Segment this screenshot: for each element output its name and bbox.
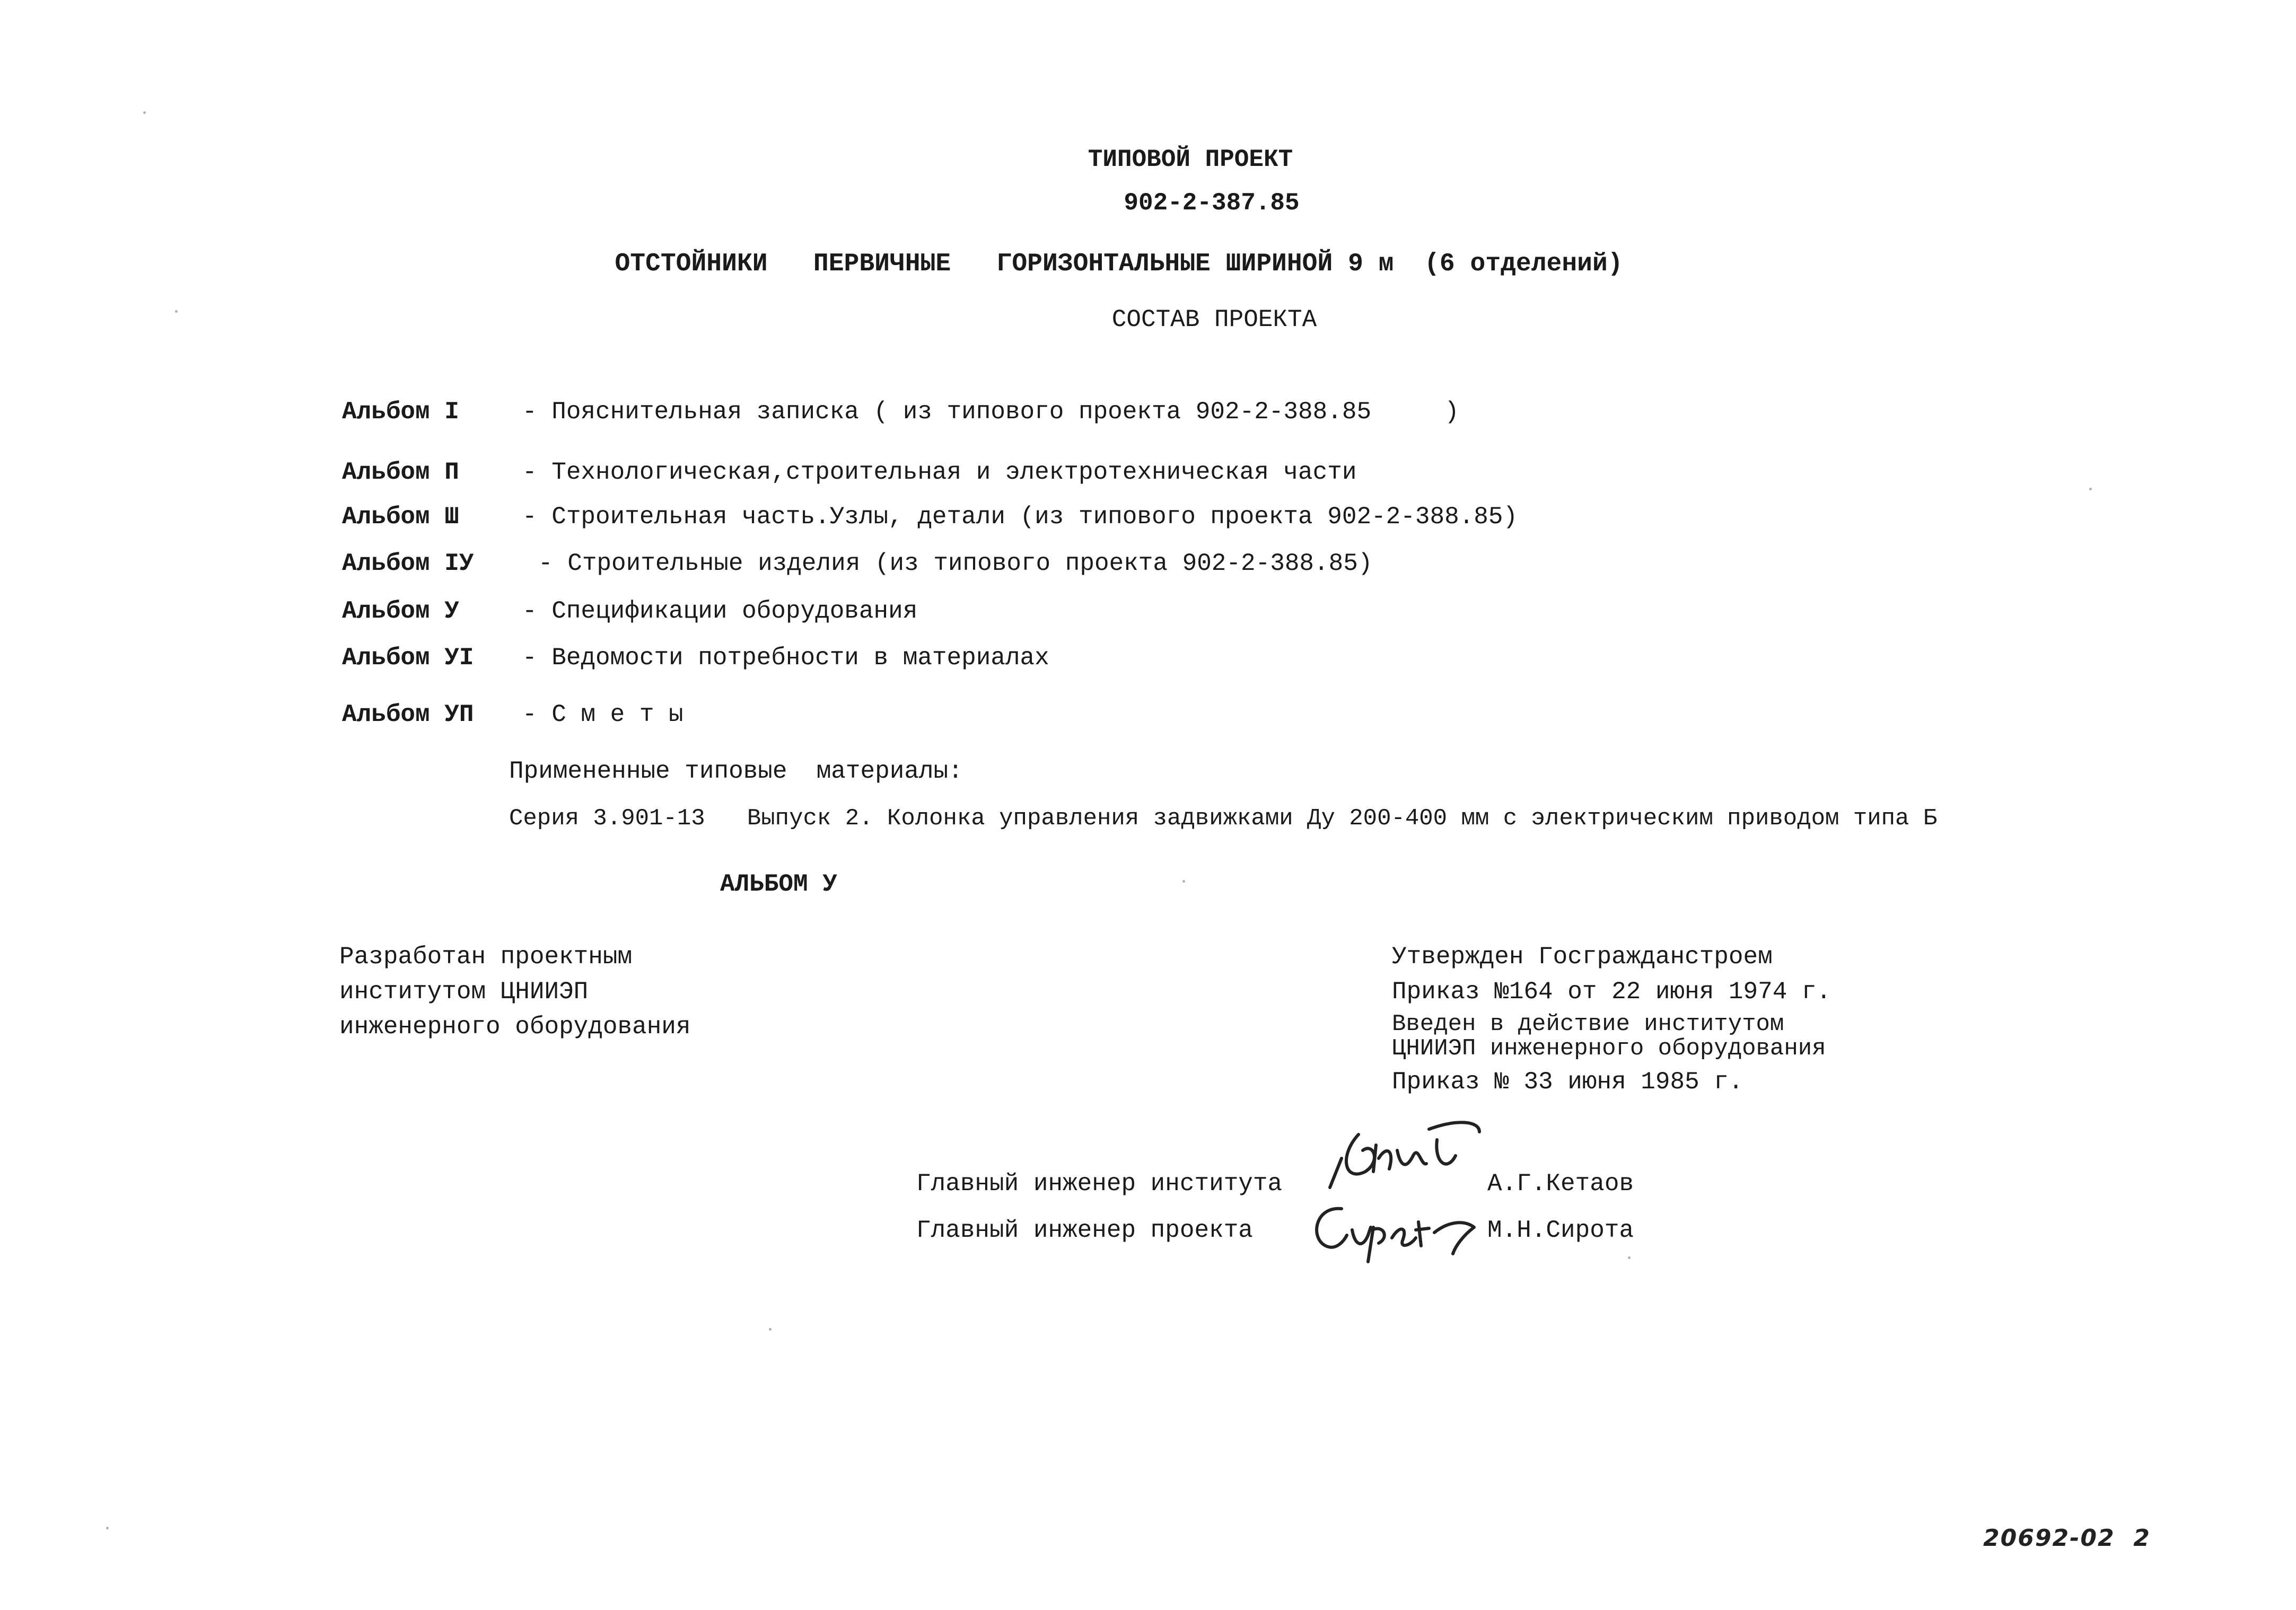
album-line — [342, 599, 917, 623]
album-line — [342, 646, 1049, 670]
project-subtitle: ОТСТОЙНИКИ ПЕРВИЧНЫЕ ГОРИЗОНТАЛЬНЫЕ ШИРИНОЙ 9 м (6 отделений) — [615, 250, 1623, 278]
album-line — [342, 505, 1518, 529]
album-description: - С м е т ы — [522, 701, 683, 728]
materials-heading: Примененные типовые материалы: — [509, 758, 963, 785]
album-label: Альбом УI — [342, 644, 474, 672]
approval-line: Введен в действие институтом — [1392, 1011, 1784, 1037]
scan-speck — [2089, 488, 2092, 490]
album-label: Альбом П — [342, 459, 459, 486]
album-description: - Строительная часть.Узлы, детали (из типового проекта 902-2-388.85) — [522, 503, 1518, 531]
album-label: Альбом IУ — [342, 550, 474, 577]
album-description: - Ведомости потребности в материалах — [522, 644, 1049, 672]
project-number: 902-2-387.85 — [1124, 189, 1300, 217]
album-line — [342, 400, 1459, 424]
document-title: ТИПОВОЙ ПРОЕКТ — [1088, 146, 1293, 173]
developer-line: инженерного оборудования — [339, 1013, 691, 1041]
developer-line: Разработан проектным — [339, 943, 633, 971]
signature-role: Главный инженер института — [916, 1170, 1283, 1198]
developer-line: институтом ЦНИИЭП — [339, 978, 589, 1006]
handwritten-signature-sirota — [1304, 1195, 1485, 1264]
approval-line: ЦНИИЭП инженерного оборудования — [1392, 1035, 1826, 1062]
scan-speck — [175, 310, 178, 313]
album-label: Альбом УП — [342, 701, 474, 728]
handwritten-signature-ketaov — [1320, 1113, 1495, 1193]
signature-name: А.Г.Кетаов — [1487, 1170, 1634, 1198]
scan-speck — [1182, 880, 1185, 883]
scan-speck — [1628, 1256, 1631, 1259]
album-line — [342, 460, 1356, 485]
album-description: - Пояснительная записка ( из типового проекта 902-2-388.85 ) — [522, 398, 1459, 426]
materials-line: Серия 3.901-13 Выпуск 2. Колонка управления задвижками Ду 200-400 мм с электрическим приводом типа Б — [509, 805, 1938, 832]
scan-speck — [143, 111, 146, 114]
album-description: - Строительные изделия (из типового проекта 902-2-388.85) — [538, 550, 1373, 577]
signature-name: М.Н.Сирота — [1487, 1217, 1634, 1244]
scan-speck — [769, 1328, 772, 1331]
section-heading: СОСТАВ ПРОЕКТА — [1111, 306, 1317, 333]
inventory-stamp: 20692-02 2 — [1983, 1525, 2151, 1552]
album-label: Альбом I — [342, 398, 459, 426]
album-description: - Спецификации оборудования — [522, 597, 918, 625]
album-label: Альбом Ш — [342, 503, 459, 531]
album-description: - Технологическая,строительная и электротехническая части — [522, 459, 1357, 486]
album-label: Альбом У — [342, 597, 459, 625]
approval-line: Приказ №164 от 22 июня 1974 г. — [1392, 978, 1831, 1006]
signature-role: Главный инженер проекта — [916, 1217, 1253, 1244]
scan-speck — [106, 1527, 109, 1529]
album-line — [342, 551, 1372, 576]
album-line — [342, 702, 683, 727]
current-album: АЛЬБОМ У — [720, 870, 837, 898]
approval-line: Утвержден Госгражданстроем — [1392, 943, 1773, 971]
approval-line: Приказ № 33 июня 1985 г. — [1392, 1068, 1743, 1096]
